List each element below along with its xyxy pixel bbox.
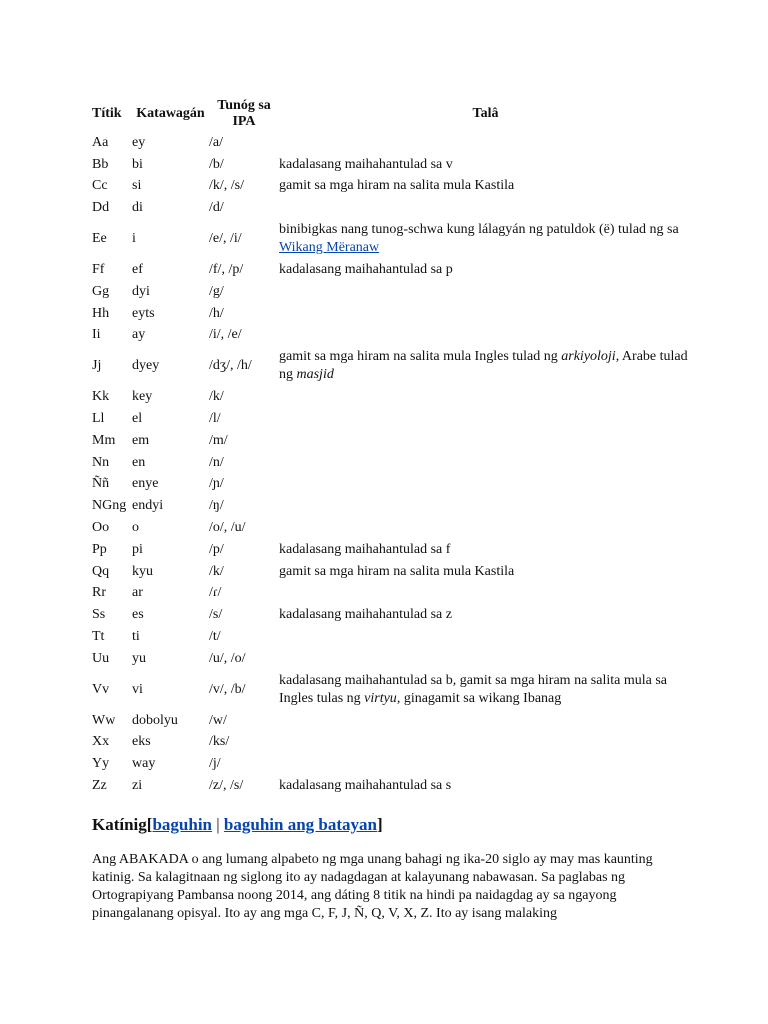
table-row (92, 561, 692, 583)
alphabet-table (92, 96, 692, 797)
table-row (92, 517, 692, 539)
table-row (92, 386, 692, 408)
name-cell: enye (132, 476, 159, 492)
ipa-cell: /ks/ (209, 734, 230, 750)
ipa-cell: /m/ (209, 432, 228, 448)
ipa-cell: /k/ (209, 563, 224, 579)
table-row (92, 670, 692, 710)
name-cell: es (132, 607, 144, 623)
letter-cell: Jj (92, 358, 102, 374)
note-cell (279, 495, 692, 517)
letter-cell: Xx (92, 734, 110, 750)
name-cell: o (132, 520, 139, 536)
ipa-cell: /k/, /s/ (209, 178, 245, 194)
name-cell: ey (132, 134, 146, 150)
letter-cell: Zz (92, 778, 107, 794)
header-ipa-line2: IPA (232, 114, 256, 129)
note-text: gamit sa mga hiram na salita mula Ingles tulad ng (279, 349, 562, 365)
table-row (92, 604, 692, 626)
ipa-cell: /p/ (209, 541, 224, 557)
letter-cell: Rr (92, 585, 106, 601)
table-row (92, 710, 692, 732)
name-cell: key (132, 389, 153, 405)
letter-cell: NGng (92, 498, 127, 514)
table-row (92, 495, 692, 517)
note-cell (279, 732, 692, 754)
ipa-cell: /n/ (209, 454, 224, 470)
edit-source-link[interactable]: baguhin ang batayan (223, 815, 377, 834)
ipa-cell: /h/ (209, 305, 224, 321)
table-body (92, 132, 692, 797)
note-cell (279, 430, 692, 452)
name-cell: dobolyu (132, 712, 178, 728)
table-row (92, 583, 692, 605)
note-cell (279, 281, 692, 303)
ipa-cell: /ŋ/ (209, 498, 224, 514)
letter-cell: Ll (92, 411, 105, 427)
table-row (92, 775, 692, 797)
edit-section-link[interactable]: baguhin (152, 815, 213, 834)
name-cell: kyu (132, 563, 153, 579)
ipa-cell: /d/ (209, 200, 224, 216)
table-row (92, 626, 692, 648)
name-cell: yu (132, 650, 146, 666)
letter-cell: Gg (92, 283, 110, 299)
ipa-cell: /v/, /b/ (209, 681, 246, 697)
name-cell: eks (132, 734, 151, 750)
note-cell (279, 408, 692, 430)
ipa-cell: /j/ (209, 756, 221, 772)
note-cell (279, 386, 692, 408)
name-cell: endyi (132, 498, 164, 514)
table-row (92, 408, 692, 430)
name-cell: i (132, 231, 136, 247)
letter-cell: Ff (92, 262, 105, 278)
note-cell (279, 648, 692, 670)
letter-cell: Dd (92, 200, 110, 216)
note-emphasis: virtyu (364, 690, 397, 706)
ipa-cell: /ɾ/ (209, 585, 222, 601)
table-row (92, 154, 692, 176)
letter-cell: Uu (92, 650, 110, 666)
table-header-row (92, 96, 692, 132)
note-cell (279, 670, 692, 710)
ipa-cell: /f/, /p/ (209, 262, 244, 278)
note-cell: gamit sa mga hiram na salita mula Kastila (279, 178, 515, 194)
note-cell (279, 219, 692, 259)
table-row (92, 539, 692, 561)
letter-cell: Nn (92, 454, 110, 470)
letter-cell: Kk (92, 389, 110, 405)
section-title: Katínig (92, 815, 147, 834)
letter-cell: Tt (92, 629, 105, 645)
note-text: binibigkas nang tunog-schwa kung lálagyán ng patuldok (ë) tulad ng sa (279, 222, 679, 238)
ipa-cell: /u/, /o/ (209, 650, 246, 666)
letter-cell: Ii (92, 327, 101, 343)
name-cell: el (132, 411, 143, 427)
name-cell: ef (132, 262, 143, 278)
table-row (92, 753, 692, 775)
table-row (92, 259, 692, 281)
table-row (92, 197, 692, 219)
ipa-cell: /w/ (209, 712, 227, 728)
note-cell (279, 346, 692, 386)
name-cell: eyts (132, 305, 155, 321)
name-cell: zi (132, 778, 143, 794)
ipa-cell: /t/ (209, 629, 221, 645)
ipa-cell: /z/, /s/ (209, 778, 244, 794)
name-cell: di (132, 200, 143, 216)
note-cell (279, 753, 692, 775)
note-emphasis: masjid (296, 367, 334, 383)
header-ipa-line1: Tunóg sa (217, 98, 271, 113)
note-cell: kadalasang maihahantulad sa f (279, 541, 451, 557)
letter-cell: Cc (92, 178, 108, 194)
letter-cell: Ee (92, 231, 107, 247)
section-close-bracket: ] (377, 815, 383, 834)
letter-cell: Mm (92, 432, 116, 448)
name-cell: si (132, 178, 142, 194)
ipa-cell: /i/, /e/ (209, 327, 242, 343)
letter-cell: Pp (92, 541, 107, 557)
wikang-meranaw-link[interactable]: Wikang Mëranaw (279, 240, 380, 256)
name-cell: ti (132, 629, 140, 645)
name-cell: vi (132, 681, 143, 697)
header-name: Katawagán (136, 106, 205, 121)
letter-cell: Hh (92, 305, 110, 321)
letter-cell: Aa (92, 134, 109, 150)
table-row (92, 346, 692, 386)
note-cell: gamit sa mga hiram na salita mula Kastila (279, 563, 515, 579)
ipa-cell: /b/ (209, 156, 224, 172)
name-cell: ar (132, 585, 143, 601)
note-cell (279, 197, 692, 219)
section-separator: | (212, 815, 224, 834)
letter-cell: Ññ (92, 476, 110, 492)
note-text: , Arabe tulad ng (279, 349, 688, 383)
letter-cell: Vv (92, 681, 110, 697)
name-cell: ay (132, 327, 146, 343)
note-text: kadalasang maihahantulad sa b, gamit sa mga hiram na salita mula sa Ingles tulas ng (279, 672, 667, 706)
note-cell (279, 583, 692, 605)
name-cell: dyi (132, 283, 150, 299)
name-cell: em (132, 432, 150, 448)
ipa-cell: /l/ (209, 411, 221, 427)
letter-cell: Bb (92, 156, 109, 172)
table-row (92, 474, 692, 496)
table-row (92, 176, 692, 198)
ipa-cell: /g/ (209, 283, 224, 299)
body-paragraph: Ang ABAKADA o ang lumang alpabeto ng mga unang bahagi ng ika-20 siglo ay may mas kaunting katinig. Sa kalagitnaan ng siglong ito ay nadagdagan at kalayunang nabawasan. Sa paglabas ng Ortograpiyang Pambansa noong 2014, ang dáting 8 titik na hindi pa naidagdag ay sa ngayong pinangalanang opisyal. Ito ay ang mga C, F, J, Ñ, Q, V, X, Z. Ito ay isang malaking (92, 852, 653, 921)
note-cell (279, 710, 692, 732)
letter-cell: Ss (92, 607, 106, 623)
ipa-cell: /o/, /u/ (209, 520, 246, 536)
note-cell (279, 303, 692, 325)
ipa-cell: /ɲ/ (209, 476, 224, 492)
note-cell (279, 452, 692, 474)
note-cell (279, 325, 692, 347)
table-row (92, 732, 692, 754)
table-row (92, 219, 692, 259)
table-row (92, 303, 692, 325)
note-cell (279, 626, 692, 648)
table-row (92, 325, 692, 347)
letter-cell: Qq (92, 563, 110, 579)
name-cell: way (132, 756, 156, 772)
name-cell: pi (132, 541, 143, 557)
header-letter: Títik (92, 106, 122, 121)
header-ipa (209, 96, 279, 132)
table-row (92, 281, 692, 303)
letter-cell: Yy (92, 756, 110, 772)
table-row (92, 430, 692, 452)
note-cell: kadalasang maihahantulad sa v (279, 156, 453, 172)
section-heading (92, 814, 383, 836)
header-note: Talâ (472, 106, 499, 121)
table-row (92, 648, 692, 670)
letter-cell: Oo (92, 520, 110, 536)
note-cell: kadalasang maihahantulad sa z (279, 607, 452, 623)
note-cell (279, 474, 692, 496)
letter-cell: Ww (92, 712, 116, 728)
table-row (92, 132, 692, 154)
note-text: , ginagamit sa wikang Ibanag (396, 690, 562, 706)
note-cell (279, 132, 692, 154)
name-cell: en (132, 454, 146, 470)
table-row (92, 452, 692, 474)
note-emphasis: arkiyoloji (561, 349, 616, 365)
ipa-cell: /e/, /i/ (209, 231, 242, 247)
note-cell (279, 517, 692, 539)
ipa-cell: /s/ (209, 607, 223, 623)
ipa-cell: /a/ (209, 134, 223, 150)
name-cell: dyey (132, 358, 160, 374)
ipa-cell: /k/ (209, 389, 224, 405)
ipa-cell: /dʒ/, /h/ (209, 358, 252, 374)
section-open-bracket: [ (146, 815, 153, 834)
note-cell: kadalasang maihahantulad sa s (279, 778, 452, 794)
note-cell: kadalasang maihahantulad sa p (279, 262, 453, 278)
name-cell: bi (132, 156, 143, 172)
